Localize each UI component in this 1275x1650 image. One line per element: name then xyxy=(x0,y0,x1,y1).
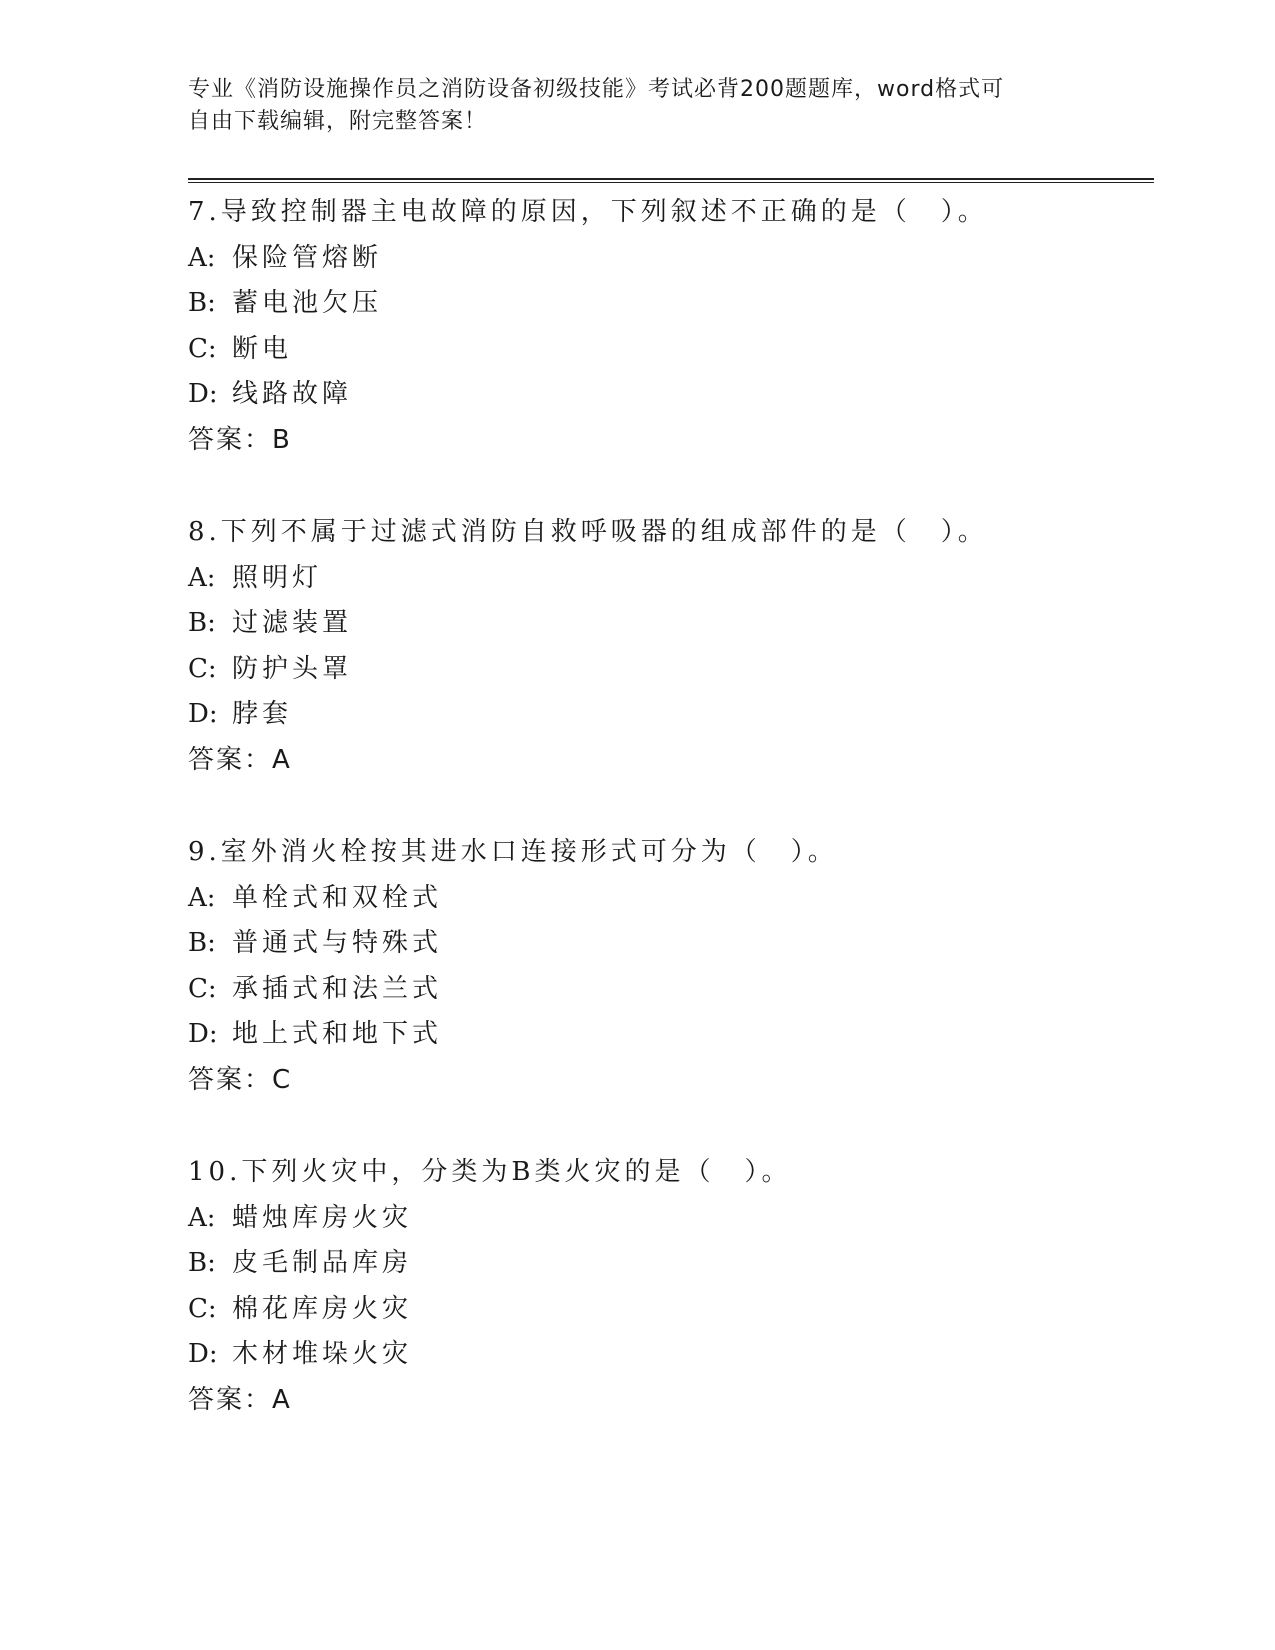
option-key: A: xyxy=(188,1202,216,1233)
option-a xyxy=(188,236,1154,282)
question-stem: 9.室外消火栓按其进水口连接形式可分为（ ）。 xyxy=(188,837,838,867)
option-text: 保险管熔断 xyxy=(232,242,383,273)
answer-line: 答案：A xyxy=(188,1384,292,1415)
option-c xyxy=(188,647,1154,693)
option-key: C: xyxy=(188,1293,217,1324)
question-9 xyxy=(188,830,1154,1150)
option-a xyxy=(188,556,1154,602)
option-key: A: xyxy=(188,882,216,913)
option-key: B: xyxy=(188,288,216,318)
option-c xyxy=(188,967,1154,1013)
option-text: 蜡烛库房火灾 xyxy=(232,1202,413,1233)
option-key: C: xyxy=(188,653,217,684)
option-key: D: xyxy=(188,1019,218,1049)
option-c xyxy=(188,327,1154,373)
document-header xyxy=(188,74,1068,138)
option-text: 单栓式和双栓式 xyxy=(232,882,443,913)
option-d xyxy=(188,1012,1154,1058)
answer-line: 答案：C xyxy=(188,1064,293,1095)
question-10 xyxy=(188,1150,1154,1470)
option-text: 普通式与特殊式 xyxy=(232,928,443,958)
option-text: 蓄电池欠压 xyxy=(232,288,383,318)
option-text: 线路故障 xyxy=(232,379,353,409)
option-b xyxy=(188,1241,1154,1287)
question-8 xyxy=(188,510,1154,830)
header-line-2: 自由下载编辑，附完整答案！ xyxy=(188,109,488,134)
option-key: A: xyxy=(188,562,216,593)
option-d xyxy=(188,1332,1154,1378)
option-text: 木材堆垛火灾 xyxy=(232,1339,413,1369)
option-text: 断电 xyxy=(232,333,293,364)
option-text: 过滤装置 xyxy=(232,608,353,638)
option-key: D: xyxy=(188,1339,218,1369)
option-text: 防护头罩 xyxy=(232,653,353,684)
option-d xyxy=(188,372,1154,418)
option-text: 地上式和地下式 xyxy=(232,1019,443,1049)
option-key: B: xyxy=(188,1248,216,1278)
option-key: C: xyxy=(188,973,217,1004)
question-stem: 8.下列不属于过滤式消防自救呼吸器的组成部件的是（ ）。 xyxy=(188,517,988,547)
header-line-1: 专业《消防设施操作员之消防设备初级技能》考试必背200题题库，word格式可 xyxy=(188,77,1005,102)
option-b xyxy=(188,921,1154,967)
question-list xyxy=(188,190,1154,1470)
option-b xyxy=(188,281,1154,327)
option-d xyxy=(188,692,1154,738)
question-stem: 7.导致控制器主电故障的原因，下列叙述不正确的是（ ）。 xyxy=(188,197,988,227)
question-stem: 10.下列火灾中，分类为B类火灾的是（ ）。 xyxy=(188,1157,792,1187)
option-text: 皮毛制品库房 xyxy=(232,1248,413,1278)
option-text: 棉花库房火灾 xyxy=(232,1293,413,1324)
answer-line: 答案：B xyxy=(188,424,292,455)
option-key: D: xyxy=(188,379,218,409)
option-c xyxy=(188,1287,1154,1333)
option-a xyxy=(188,876,1154,922)
option-a xyxy=(188,1196,1154,1242)
option-text: 照明灯 xyxy=(232,562,323,593)
option-text: 脖套 xyxy=(232,699,293,729)
option-key: C: xyxy=(188,333,217,364)
option-key: D: xyxy=(188,699,218,729)
option-key: B: xyxy=(188,928,216,958)
option-key: B: xyxy=(188,608,216,638)
option-b xyxy=(188,601,1154,647)
option-key: A: xyxy=(188,242,216,273)
question-7 xyxy=(188,190,1154,510)
header-divider xyxy=(188,178,1154,183)
answer-line: 答案：A xyxy=(188,744,292,775)
option-text: 承插式和法兰式 xyxy=(232,973,443,1004)
